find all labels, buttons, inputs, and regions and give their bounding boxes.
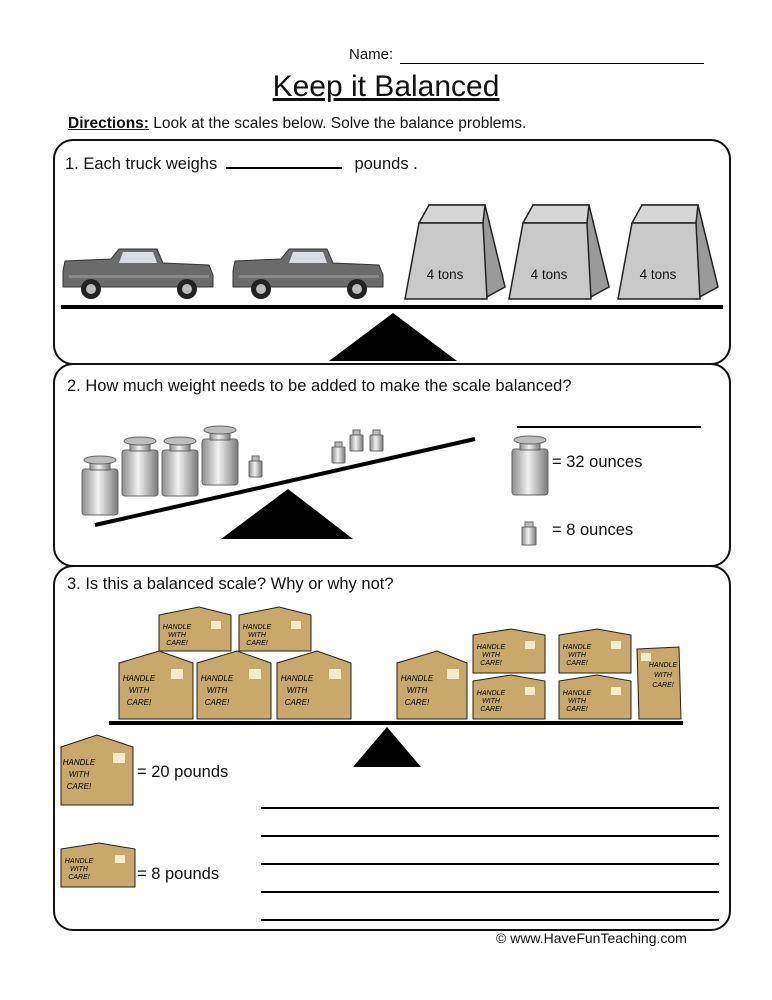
question-1-part1: 1. Each truck weighs [65,155,218,173]
svg-text:HANDLE: HANDLE [64,858,94,865]
svg-text:HANDLE: HANDLE [476,690,506,697]
large-weight-2 [122,437,158,496]
svg-text:WITH: WITH [568,652,586,659]
large-weight-4 [202,426,238,485]
small-box-1 [159,607,231,651]
svg-text:CARE!: CARE! [246,640,268,647]
svg-text:CARE!: CARE! [166,640,188,647]
small-weight-4 [370,430,383,451]
truck-1 [63,249,213,299]
svg-text:CARE!: CARE! [404,698,430,707]
scale-fulcrum [353,727,421,767]
svg-text:CARE!: CARE! [284,698,310,707]
svg-text:WITH: WITH [286,686,308,695]
small-weight-2 [332,442,345,463]
ton-weight-3 [618,205,718,299]
truck-2 [233,249,383,299]
key-8-pounds: = 8 pounds [137,865,220,883]
svg-text:WITH: WITH [654,672,672,679]
svg-text:WITH: WITH [568,698,586,705]
directions [68,115,526,133]
key-small-weight [522,522,536,545]
scale-beam [109,721,683,725]
ton-weight-3-label: 4 tons [639,267,677,282]
svg-text:HANDLE: HANDLE [62,758,96,767]
svg-text:WITH: WITH [68,770,90,779]
key-large-weight [512,436,548,495]
small-box-6 [559,675,631,719]
svg-text:WITH: WITH [206,686,228,695]
svg-text:CARE!: CARE! [68,874,90,881]
svg-text:CARE!: CARE! [566,706,588,713]
svg-text:HANDLE: HANDLE [476,644,506,651]
copyright-footer: © www.HaveFunTeaching.com [496,930,687,946]
key-32-ounces: = 32 ounces [552,453,643,471]
box-text: HANDLE [162,624,192,631]
svg-text:WITH: WITH [168,632,186,639]
directions-text: Look at the scales below. Solve the balance problems. [148,115,527,132]
ton-weight-2-label: 4 tons [530,267,568,282]
large-weight-3 [162,437,198,496]
ton-weight-2 [509,205,609,299]
svg-text:CARE!: CARE! [480,706,502,713]
ton-weight-1 [405,205,505,299]
question-2-text: 2. How much weight needs to be added to make the scale balanced? [67,377,572,395]
key-small-box [61,843,135,887]
svg-text:HANDLE: HANDLE [648,662,678,669]
svg-text:HANDLE: HANDLE [562,644,592,651]
large-box-1 [119,651,193,719]
question-1-panel [53,139,731,365]
svg-text:HANDLE: HANDLE [200,674,234,683]
svg-text:HANDLE: HANDLE [280,674,314,683]
small-box-3 [473,629,545,673]
key-20-pounds: = 20 pounds [137,763,229,781]
large-box-3 [277,651,351,719]
svg-text:CARE!: CARE! [66,782,92,791]
large-weight-1 [82,456,118,515]
svg-text:WITH: WITH [70,866,88,873]
svg-text:CARE!: CARE! [652,682,674,689]
svg-text:WITH: WITH [128,686,150,695]
svg-text:CARE!: CARE! [566,660,588,667]
question-3-text: 3. Is this a balanced scale? Why or why not? [67,575,394,593]
svg-text:HANDLE: HANDLE [242,624,272,631]
svg-text:WITH: WITH [248,632,266,639]
svg-text:HANDLE: HANDLE [122,674,156,683]
svg-text:HANDLE: HANDLE [562,690,592,697]
ton-weight-1-label: 4 tons [426,267,464,282]
large-box-2 [197,651,271,719]
page-title: Keep it Balanced [272,70,500,103]
name-label: Name: [349,46,394,63]
small-weight-3 [350,430,363,451]
large-box-4 [397,651,467,719]
svg-text:HANDLE: HANDLE [400,674,434,683]
question-1-part2: pounds . [354,155,418,173]
directions-label: Directions: [68,115,149,132]
question-3-panel [53,565,731,931]
svg-text:CARE!: CARE! [480,660,502,667]
small-box-4 [473,675,545,719]
small-weight-1 [249,456,262,477]
key-8-ounces: = 8 ounces [552,521,634,539]
svg-text:WITH: WITH [406,686,428,695]
key-large-box [61,735,133,805]
svg-text:WITH: WITH [482,698,500,705]
scale-fulcrum [221,489,353,539]
svg-text:WITH: WITH [482,652,500,659]
small-box-5 [559,629,631,673]
scale-beam [61,305,723,309]
question-1-scale [55,141,729,363]
scale-fulcrum [329,313,457,361]
svg-text:CARE!: CARE! [204,698,230,707]
svg-text:CARE!: CARE! [126,698,152,707]
small-box-7 [637,647,681,719]
question-2-panel [53,363,731,567]
small-box-2 [239,607,311,651]
name-field[interactable] [400,63,704,64]
